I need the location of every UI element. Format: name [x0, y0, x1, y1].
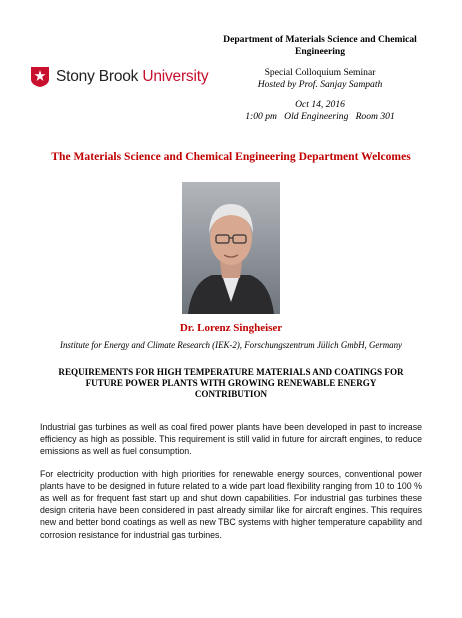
- talk-title: REQUIREMENTS FOR HIGH TEMPERATURE MATERIALS AND COATINGS FOR FUTURE POWER PLANTS WITH GROWING RENEWABLE ENERGY CONTRIBUTION: [58, 367, 404, 400]
- star-shield-icon: [30, 66, 50, 88]
- event-date: Oct 14, 2016: [295, 99, 345, 111]
- speaker-name: Dr. Lorenz Singheiser: [179, 322, 283, 334]
- logo-wordmark: [56, 68, 208, 86]
- speaker-photo: [182, 182, 280, 314]
- welcome-heading: The Materials Science and Chemical Engineering Department Welcomes: [51, 150, 411, 163]
- event-time-place: 1:00 pm Old Engineering Room 301: [245, 110, 395, 122]
- speaker-portrait: [182, 182, 280, 314]
- abstract: [40, 421, 422, 551]
- host-line: Hosted by Prof. Sanjay Sampath: [257, 78, 383, 90]
- speaker-affiliation: Institute for Energy and Climate Research (IEK-2), Forschungszentrum Jülich GmbH, Germany: [60, 340, 402, 350]
- abstract-paragraph: Industrial gas turbines as well as coal fired power plants have been developed in past to increase efficiency as high as possible. This requirement is still valid in future for aircraft engines, to reduce emissions as well as fuel consumption.: [40, 422, 422, 457]
- logo-name-prefix: Stony Brook: [56, 68, 143, 85]
- logo-name-suffix: University: [142, 68, 209, 85]
- event-header: [205, 34, 435, 123]
- seminar-type: Special Colloquium Seminar: [264, 67, 376, 79]
- abstract-paragraph: For electricity production with high priorities for renewable energy sources, conventional power plants have to be designed in future related to a wide part load flexibility ranging from 10 to 100 % as well as for frequent fast start up and shut down capabilities. For industrial gas turbines these design criteria have been considered in past already similar like for aircraft engines. This requires new and better bond coatings as well as new TBC systems with higher temperature capability and corrosion resistance for industrial gas turbines.: [40, 468, 422, 540]
- department-title: Department of Materials Science and Chemical Engineering: [223, 34, 417, 57]
- stony-brook-logo: [30, 66, 208, 88]
